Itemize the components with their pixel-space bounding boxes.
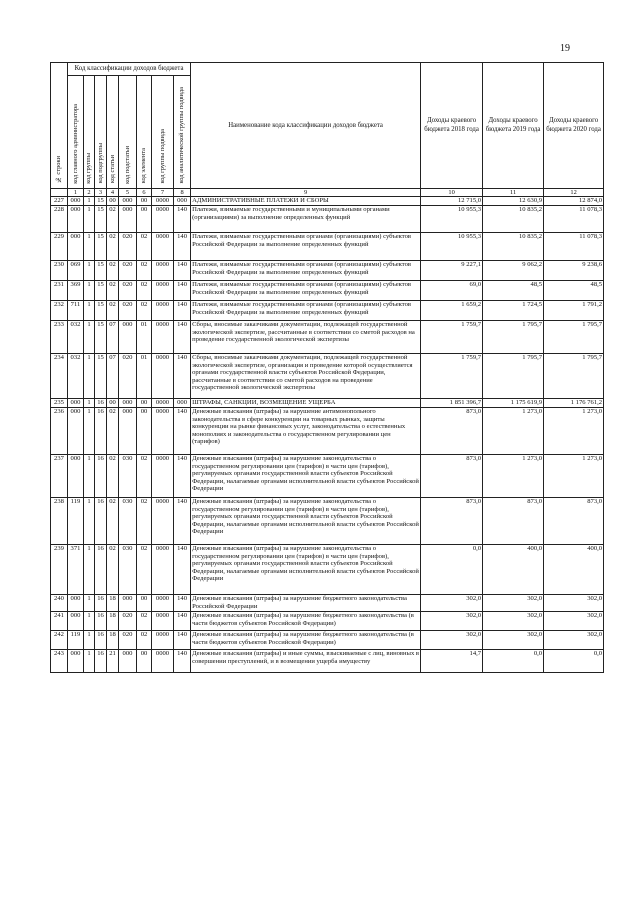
code-subarticle: 020 bbox=[119, 301, 137, 321]
table-row bbox=[51, 321, 604, 354]
table-row bbox=[51, 281, 604, 301]
revenue-2020: 0,0 bbox=[544, 650, 604, 673]
revenue-2020: 400,0 bbox=[544, 545, 604, 595]
code-admin: 000 bbox=[68, 206, 84, 233]
revenue-2020: 9 238,6 bbox=[544, 261, 604, 281]
income-name: Платежи, взимаемые государственными органами (организациями) субъектов Российской Федерации за выполнение определенных функций bbox=[191, 261, 421, 281]
code-analytic-group: 140 bbox=[174, 301, 191, 321]
code-admin: 000 bbox=[68, 399, 84, 408]
revenue-2019: 1 724,5 bbox=[483, 301, 544, 321]
code-subarticle: 000 bbox=[119, 321, 137, 354]
revenue-2020: 873,0 bbox=[544, 498, 604, 545]
code-group: 1 bbox=[84, 321, 95, 354]
income-name: АДМИНИСТРАТИВНЫЕ ПЛАТЕЖИ И СБОРЫ bbox=[191, 197, 421, 206]
code-subarticle: 020 bbox=[119, 612, 137, 631]
column-number: 10 bbox=[421, 189, 483, 197]
code-subtype-group: 0000 bbox=[152, 261, 174, 281]
income-name: Платежи, взимаемые государственными органами (организациями) субъектов Российской Федерации за выполнение определенных функций bbox=[191, 301, 421, 321]
header-code-admin: код главного администратора bbox=[68, 76, 84, 189]
column-number bbox=[51, 189, 68, 197]
revenue-2018: 302,0 bbox=[421, 595, 483, 612]
column-number: 5 bbox=[119, 189, 137, 197]
code-admin: 000 bbox=[68, 455, 84, 498]
income-name: Платежи, взимаемые государственными и муниципальными органами (организациями) за выполнение определенных функций bbox=[191, 206, 421, 233]
code-article: 07 bbox=[107, 321, 119, 354]
code-analytic-group: 140 bbox=[174, 233, 191, 261]
code-subarticle: 020 bbox=[119, 261, 137, 281]
income-name: ШТРАФЫ, САНКЦИИ, ВОЗМЕЩЕНИЕ УЩЕРБА bbox=[191, 399, 421, 408]
code-article: 02 bbox=[107, 408, 119, 455]
code-analytic-group: 140 bbox=[174, 321, 191, 354]
revenue-2019: 1 273,0 bbox=[483, 455, 544, 498]
code-subarticle: 000 bbox=[119, 595, 137, 612]
code-element: 02 bbox=[137, 233, 152, 261]
code-admin: 000 bbox=[68, 595, 84, 612]
revenue-2018: 10 955,3 bbox=[421, 206, 483, 233]
code-group: 1 bbox=[84, 399, 95, 408]
code-subarticle: 030 bbox=[119, 545, 137, 595]
code-subtype-group: 0000 bbox=[152, 631, 174, 650]
income-name: Денежные взыскания (штрафы) за нарушение законодательства о государственном регулировании цен (тарифов) в части цен (тарифов), регулируемых органами государственной власти субъектов Российской Федерации, налагаемые органами исполнительной власти субъектов Российской Федерации bbox=[191, 545, 421, 595]
table-row bbox=[51, 455, 604, 498]
table-row bbox=[51, 612, 604, 631]
code-article: 00 bbox=[107, 399, 119, 408]
revenue-2018: 1 659,2 bbox=[421, 301, 483, 321]
column-number-row bbox=[51, 189, 604, 197]
code-group: 1 bbox=[84, 498, 95, 545]
column-number: 2 bbox=[84, 189, 95, 197]
code-analytic-group: 140 bbox=[174, 261, 191, 281]
code-subtype-group: 0000 bbox=[152, 612, 174, 631]
revenue-2018: 12 715,0 bbox=[421, 197, 483, 206]
code-article: 21 bbox=[107, 650, 119, 673]
code-group: 1 bbox=[84, 354, 95, 399]
code-element: 02 bbox=[137, 545, 152, 595]
page-number: 19 bbox=[560, 43, 570, 54]
code-article: 18 bbox=[107, 612, 119, 631]
code-subarticle: 000 bbox=[119, 197, 137, 206]
code-subgroup: 15 bbox=[95, 301, 107, 321]
row-number: 230 bbox=[51, 261, 68, 281]
code-element: 02 bbox=[137, 631, 152, 650]
code-group: 1 bbox=[84, 197, 95, 206]
code-subgroup: 16 bbox=[95, 545, 107, 595]
code-article: 02 bbox=[107, 498, 119, 545]
revenue-2018: 14,7 bbox=[421, 650, 483, 673]
table-row bbox=[51, 354, 604, 399]
row-number: 241 bbox=[51, 612, 68, 631]
code-article: 02 bbox=[107, 301, 119, 321]
code-subarticle: 020 bbox=[119, 354, 137, 399]
code-analytic-group: 140 bbox=[174, 206, 191, 233]
code-admin: 371 bbox=[68, 545, 84, 595]
code-subarticle: 000 bbox=[119, 408, 137, 455]
revenue-2020: 12 874,0 bbox=[544, 197, 604, 206]
revenue-table bbox=[50, 62, 604, 673]
code-subgroup: 15 bbox=[95, 281, 107, 301]
code-subgroup: 16 bbox=[95, 595, 107, 612]
code-subtype-group: 0000 bbox=[152, 650, 174, 673]
code-group: 1 bbox=[84, 206, 95, 233]
code-admin: 000 bbox=[68, 233, 84, 261]
code-element: 02 bbox=[137, 612, 152, 631]
code-element: 01 bbox=[137, 321, 152, 354]
header-name: Наименование кода классификации доходов бюджета bbox=[191, 63, 421, 189]
header-code-element: код элемента bbox=[137, 76, 152, 189]
code-subarticle: 000 bbox=[119, 650, 137, 673]
revenue-2019: 302,0 bbox=[483, 631, 544, 650]
revenue-2020: 1 795,7 bbox=[544, 354, 604, 399]
revenue-2019: 10 835,2 bbox=[483, 206, 544, 233]
column-number: 1 bbox=[68, 189, 84, 197]
code-subarticle: 020 bbox=[119, 281, 137, 301]
row-number: 239 bbox=[51, 545, 68, 595]
table-row bbox=[51, 206, 604, 233]
income-name: Денежные взыскания (штрафы) за нарушение законодательства о государственном регулировании цен (тарифов) в части цен (тарифов), регулируемых органами государственной власти субъектов Российской Федерации, налагаемые органами исполнительной власти субъектов Российской Федерации bbox=[191, 498, 421, 545]
revenue-2020: 11 078,3 bbox=[544, 233, 604, 261]
code-subarticle: 000 bbox=[119, 206, 137, 233]
revenue-2019: 400,0 bbox=[483, 545, 544, 595]
income-name: Платежи, взимаемые государственными органами (организациями) субъектов Российской Федерации за выполнение определенных функций bbox=[191, 233, 421, 261]
code-subtype-group: 0000 bbox=[152, 498, 174, 545]
code-admin: 000 bbox=[68, 408, 84, 455]
table-row bbox=[51, 631, 604, 650]
revenue-2020: 1 176 761,2 bbox=[544, 399, 604, 408]
revenue-2020: 302,0 bbox=[544, 595, 604, 612]
code-analytic-group: 140 bbox=[174, 354, 191, 399]
code-analytic-group: 140 bbox=[174, 408, 191, 455]
code-admin: 369 bbox=[68, 281, 84, 301]
revenue-2018: 302,0 bbox=[421, 612, 483, 631]
column-number: 3 bbox=[95, 189, 107, 197]
header-classification-group: Код классификации доходов бюджета bbox=[68, 63, 191, 76]
row-number: 236 bbox=[51, 408, 68, 455]
code-admin: 032 bbox=[68, 321, 84, 354]
revenue-2018: 873,0 bbox=[421, 455, 483, 498]
column-number: 8 bbox=[174, 189, 191, 197]
table-row bbox=[51, 261, 604, 281]
code-admin: 069 bbox=[68, 261, 84, 281]
revenue-2019: 302,0 bbox=[483, 612, 544, 631]
row-number: 232 bbox=[51, 301, 68, 321]
code-subgroup: 15 bbox=[95, 321, 107, 354]
row-number: 229 bbox=[51, 233, 68, 261]
code-analytic-group: 140 bbox=[174, 455, 191, 498]
code-subgroup: 16 bbox=[95, 631, 107, 650]
income-name: Сборы, вносимые заказчиками документации, подлежащей государственной экологической экспертизе, рассчитанные в соответствии со сметой расходов на проведение государственной экологической экспертизы bbox=[191, 321, 421, 354]
code-article: 00 bbox=[107, 197, 119, 206]
income-name: Денежные взыскания (штрафы) за нарушение бюджетного законодательства Российской Федерации bbox=[191, 595, 421, 612]
income-name: Сборы, вносимые заказчиками документации, подлежащей государственной экологической экспертизе, организация и проведение которой осуществляется органами государственной власти субъектов Российской Федерации, рассчитанные в соответствии со сметой расходов на проведение государственной экологической экспертизы bbox=[191, 354, 421, 399]
code-subarticle: 030 bbox=[119, 455, 137, 498]
row-number: 235 bbox=[51, 399, 68, 408]
code-element: 00 bbox=[137, 650, 152, 673]
table-row bbox=[51, 650, 604, 673]
header-code-subgroup: код подгруппы bbox=[95, 76, 107, 189]
column-number: 11 bbox=[483, 189, 544, 197]
revenue-2020: 302,0 bbox=[544, 631, 604, 650]
code-group: 1 bbox=[84, 455, 95, 498]
revenue-2020: 1 795,7 bbox=[544, 321, 604, 354]
revenue-2018: 873,0 bbox=[421, 408, 483, 455]
code-subarticle: 020 bbox=[119, 233, 137, 261]
code-analytic-group: 140 bbox=[174, 281, 191, 301]
code-subarticle: 000 bbox=[119, 399, 137, 408]
code-element: 02 bbox=[137, 455, 152, 498]
code-subgroup: 15 bbox=[95, 197, 107, 206]
row-number: 240 bbox=[51, 595, 68, 612]
code-subgroup: 16 bbox=[95, 612, 107, 631]
revenue-2018: 1 759,7 bbox=[421, 321, 483, 354]
revenue-2020: 11 078,3 bbox=[544, 206, 604, 233]
revenue-2020: 302,0 bbox=[544, 612, 604, 631]
header-2018: Доходы краевого бюджета 2018 года bbox=[421, 63, 483, 189]
code-subarticle: 020 bbox=[119, 631, 137, 650]
code-subtype-group: 0000 bbox=[152, 455, 174, 498]
code-analytic-group: 140 bbox=[174, 545, 191, 595]
code-group: 1 bbox=[84, 408, 95, 455]
code-element: 02 bbox=[137, 301, 152, 321]
code-group: 1 bbox=[84, 301, 95, 321]
code-admin: 119 bbox=[68, 631, 84, 650]
code-subtype-group: 0000 bbox=[152, 233, 174, 261]
code-admin: 119 bbox=[68, 498, 84, 545]
header-code-subarticle: код подстатьи bbox=[119, 76, 137, 189]
row-number: 237 bbox=[51, 455, 68, 498]
revenue-2019: 10 835,2 bbox=[483, 233, 544, 261]
revenue-2018: 69,0 bbox=[421, 281, 483, 301]
code-subgroup: 15 bbox=[95, 233, 107, 261]
column-number: 7 bbox=[152, 189, 174, 197]
revenue-2019: 1 795,7 bbox=[483, 321, 544, 354]
code-admin: 032 bbox=[68, 354, 84, 399]
code-element: 00 bbox=[137, 399, 152, 408]
revenue-2019: 12 630,9 bbox=[483, 197, 544, 206]
code-group: 1 bbox=[84, 261, 95, 281]
code-article: 18 bbox=[107, 631, 119, 650]
table-row bbox=[51, 301, 604, 321]
revenue-2019: 302,0 bbox=[483, 595, 544, 612]
code-subgroup: 16 bbox=[95, 455, 107, 498]
revenue-2019: 1 273,0 bbox=[483, 408, 544, 455]
income-name: Платежи, взимаемые государственными органами (организациями) субъектов Российской Федерации за выполнение определенных функций bbox=[191, 281, 421, 301]
code-subtype-group: 0000 bbox=[152, 301, 174, 321]
code-subgroup: 16 bbox=[95, 650, 107, 673]
table-header bbox=[51, 63, 604, 189]
code-subgroup: 15 bbox=[95, 206, 107, 233]
revenue-2018: 0,0 bbox=[421, 545, 483, 595]
code-analytic-group: 000 bbox=[174, 399, 191, 408]
row-number: 243 bbox=[51, 650, 68, 673]
revenue-2018: 1 851 396,7 bbox=[421, 399, 483, 408]
code-admin: 000 bbox=[68, 650, 84, 673]
code-article: 02 bbox=[107, 455, 119, 498]
table-row bbox=[51, 197, 604, 206]
revenue-2019: 873,0 bbox=[483, 498, 544, 545]
code-subarticle: 030 bbox=[119, 498, 137, 545]
revenue-2018: 1 759,7 bbox=[421, 354, 483, 399]
code-subgroup: 15 bbox=[95, 261, 107, 281]
table-row bbox=[51, 595, 604, 612]
revenue-2019: 0,0 bbox=[483, 650, 544, 673]
revenue-2020: 1 273,0 bbox=[544, 408, 604, 455]
code-group: 1 bbox=[84, 650, 95, 673]
code-group: 1 bbox=[84, 612, 95, 631]
header-code-article: код статьи bbox=[107, 76, 119, 189]
code-analytic-group: 140 bbox=[174, 595, 191, 612]
code-article: 02 bbox=[107, 545, 119, 595]
table-row bbox=[51, 399, 604, 408]
code-group: 1 bbox=[84, 595, 95, 612]
code-group: 1 bbox=[84, 281, 95, 301]
code-article: 02 bbox=[107, 233, 119, 261]
row-number: 227 bbox=[51, 197, 68, 206]
code-subgroup: 15 bbox=[95, 354, 107, 399]
header-2019: Доходы краевого бюджета 2019 года bbox=[483, 63, 544, 189]
code-subtype-group: 0000 bbox=[152, 321, 174, 354]
column-number: 12 bbox=[544, 189, 604, 197]
revenue-2019: 1 795,7 bbox=[483, 354, 544, 399]
row-number: 228 bbox=[51, 206, 68, 233]
revenue-2019: 9 062,2 bbox=[483, 261, 544, 281]
code-analytic-group: 140 bbox=[174, 498, 191, 545]
code-subgroup: 16 bbox=[95, 408, 107, 455]
code-subtype-group: 0000 bbox=[152, 399, 174, 408]
header-code-subtype-group: код группы подвида bbox=[152, 76, 174, 189]
revenue-2020: 1 273,0 bbox=[544, 455, 604, 498]
code-element: 00 bbox=[137, 197, 152, 206]
code-element: 00 bbox=[137, 408, 152, 455]
code-subtype-group: 0000 bbox=[152, 354, 174, 399]
code-admin: 000 bbox=[68, 197, 84, 206]
code-article: 18 bbox=[107, 595, 119, 612]
column-number: 4 bbox=[107, 189, 119, 197]
row-number: 242 bbox=[51, 631, 68, 650]
income-name: Денежные взыскания (штрафы) и иные суммы, взыскиваемые с лиц, виновных в совершении преступлений, и в возмещении ущерба имуществу bbox=[191, 650, 421, 673]
revenue-2020: 48,5 bbox=[544, 281, 604, 301]
code-element: 01 bbox=[137, 354, 152, 399]
code-group: 1 bbox=[84, 545, 95, 595]
income-name: Денежные взыскания (штрафы) за нарушение бюджетного законодательства (в части бюджетов субъектов Российской Федерации) bbox=[191, 612, 421, 631]
row-number: 234 bbox=[51, 354, 68, 399]
table-row bbox=[51, 408, 604, 455]
code-subgroup: 16 bbox=[95, 399, 107, 408]
code-subtype-group: 0000 bbox=[152, 206, 174, 233]
income-name: Денежные взыскания (штрафы) за нарушение антимонопольного законодательства в сфере конкуренции на товарных рынках, защиты конкуренции на рынке финансовых услуг, законодательства о естественных монополиях и законодательства о государственном регулировании цен (тарифов) bbox=[191, 408, 421, 455]
table-row bbox=[51, 498, 604, 545]
table-row bbox=[51, 233, 604, 261]
revenue-2018: 873,0 bbox=[421, 498, 483, 545]
column-number: 9 bbox=[191, 189, 421, 197]
code-subtype-group: 0000 bbox=[152, 408, 174, 455]
row-number: 238 bbox=[51, 498, 68, 545]
code-article: 02 bbox=[107, 261, 119, 281]
column-number: 6 bbox=[137, 189, 152, 197]
code-analytic-group: 000 bbox=[174, 197, 191, 206]
income-name: Денежные взыскания (штрафы) за нарушение законодательства о государственном регулировании цен (тарифов) в части цен (тарифов), регулируемых органами государственной власти субъектов Российской Федерации, налагаемые органами исполнительной власти субъектов Российской Федерации bbox=[191, 455, 421, 498]
header-code-analytic-group: код аналитической группы подвида bbox=[174, 76, 191, 189]
revenue-2018: 10 955,3 bbox=[421, 233, 483, 261]
code-article: 07 bbox=[107, 354, 119, 399]
table-row bbox=[51, 545, 604, 595]
code-subtype-group: 0000 bbox=[152, 545, 174, 595]
code-subtype-group: 0000 bbox=[152, 197, 174, 206]
revenue-2019: 1 175 619,9 bbox=[483, 399, 544, 408]
revenue-2018: 302,0 bbox=[421, 631, 483, 650]
code-article: 02 bbox=[107, 281, 119, 301]
code-element: 02 bbox=[137, 281, 152, 301]
header-2020: Доходы краевого бюджета 2020 года bbox=[544, 63, 604, 189]
code-admin: 000 bbox=[68, 612, 84, 631]
header-code-group: код группы bbox=[84, 76, 95, 189]
row-number: 231 bbox=[51, 281, 68, 301]
code-article: 02 bbox=[107, 206, 119, 233]
row-number: 233 bbox=[51, 321, 68, 354]
code-group: 1 bbox=[84, 233, 95, 261]
code-analytic-group: 140 bbox=[174, 631, 191, 650]
code-analytic-group: 140 bbox=[174, 650, 191, 673]
code-element: 02 bbox=[137, 498, 152, 545]
code-group: 1 bbox=[84, 631, 95, 650]
code-element: 02 bbox=[137, 261, 152, 281]
revenue-2018: 9 227,1 bbox=[421, 261, 483, 281]
code-element: 00 bbox=[137, 595, 152, 612]
header-row-number: № строки bbox=[51, 63, 68, 189]
code-subgroup: 16 bbox=[95, 498, 107, 545]
code-analytic-group: 140 bbox=[174, 612, 191, 631]
code-element: 00 bbox=[137, 206, 152, 233]
revenue-2020: 1 791,2 bbox=[544, 301, 604, 321]
code-subtype-group: 0000 bbox=[152, 595, 174, 612]
code-subtype-group: 0000 bbox=[152, 281, 174, 301]
code-admin: 711 bbox=[68, 301, 84, 321]
revenue-2019: 48,5 bbox=[483, 281, 544, 301]
income-name: Денежные взыскания (штрафы) за нарушение бюджетного законодательства (в части бюджетов субъектов Российской Федерации) bbox=[191, 631, 421, 650]
